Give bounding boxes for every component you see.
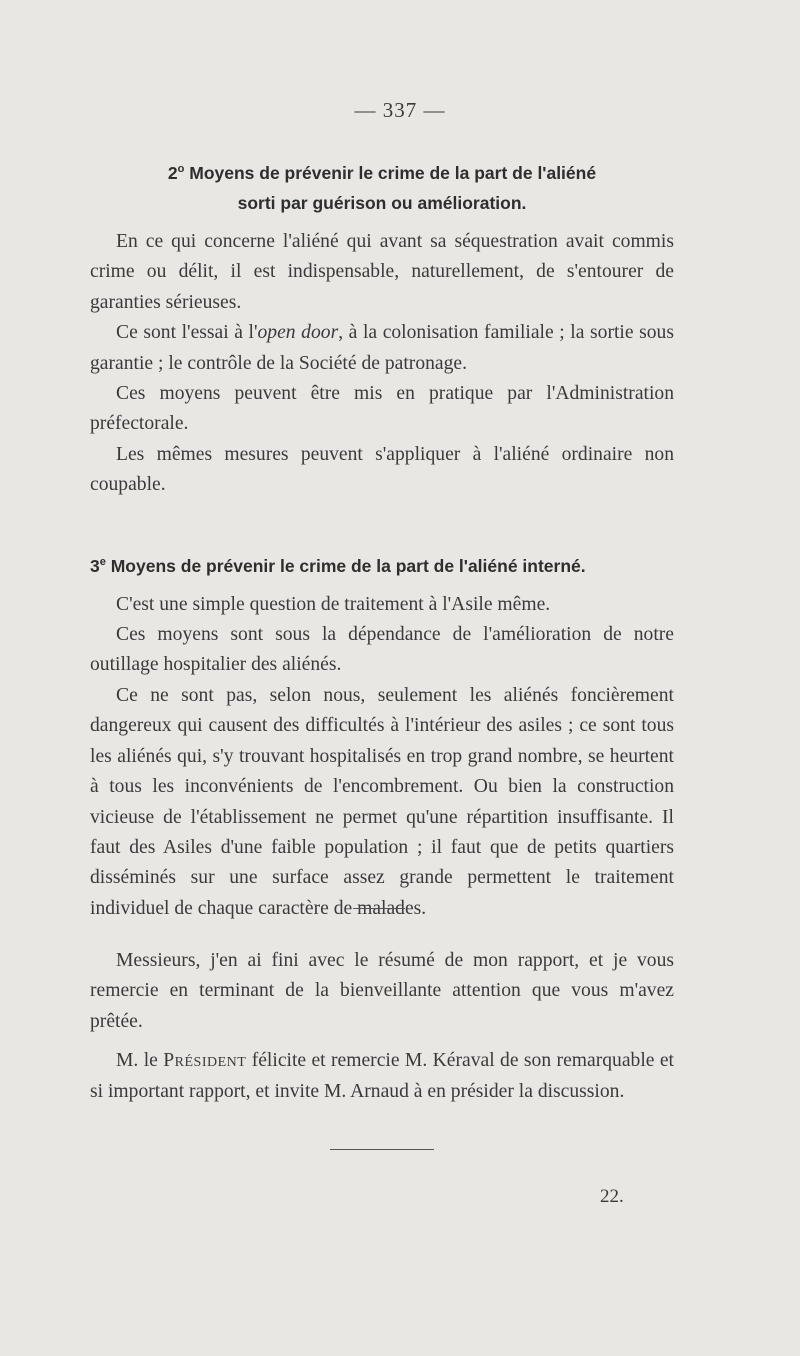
section-2-paragraph-3: Ces moyens peuvent être mis en pratique par l'Administration préfectorale. [90,383,674,435]
section-2-title-line1: Moyens de prévenir le crime de la part de l'aliéné [189,163,597,183]
closing-p2-before: M. le [116,1050,164,1072]
section-2-paragraph-2 [90,318,674,379]
closing-paragraph-1: Messieurs, j'en ai fini avec le résumé de mon rapport, et je vous remercie en terminant de la bienveillante attention que vous m'avez prêtée. [90,950,674,1032]
closing-p2-after: félicite et remercie M. Kéraval de son remarquable et si important rapport, et invite M. Arnaud à en présider la discussion. [90,1050,674,1102]
section-3-number: 3 [90,555,100,576]
closing-paragraph-2 [90,1046,674,1107]
separator-rule-long [330,1149,434,1150]
closing-text [90,946,674,1107]
signature-mark: 22. [600,1186,624,1207]
section-2-heading [90,158,674,218]
section-2-p2-italic: open door [257,322,339,344]
section-3-heading [90,551,674,581]
section-2-p2-before: Ce sont l'essai à l' [116,322,258,344]
section-3-ordinal-mark: e [99,555,106,568]
closing-p2-smallcaps: Président [163,1050,247,1072]
section-2-paragraph-4: Les mêmes mesures peuvent s'appliquer à l'aliéné ordinaire non coupable. [90,443,674,496]
main-text [90,158,674,924]
section-2-paragraph-1: En ce qui concerne l'aliéné qui avant sa séquestration avait commis crime ou délit, il est indispensable, naturellement, de s'entourer de garanties sérieuses. [90,231,674,313]
section-2-ordinal-mark: o [177,163,185,176]
section-3-paragraph-3: Ce ne sont pas, selon nous, seulement les aliénés foncièrement dangereux qui causent des difficultés à l'intérieur des asiles ; ce sont tous les aliénés qui, s'y trouvant hospitalisés en trop grand nombre, se heurtent à tous les inconvénients de l'encombrement. Ou bien la construction vicieuse de l'établissement ne permet qu'une répartition insuffisante. Il faut des Asiles d'une faible population ; il faut que de petits quartiers disséminés sur une surface assez grande permettent le traitement individuel de chaque caractère de malades. [90,684,674,919]
section-2-number: 2 [167,163,178,183]
section-3-paragraph-2: Ces moyens sont sous la dépendance de l'amélioration de notre outillage hospitalier des aliénés. [90,624,674,676]
section-2-p2-after: , à la colonisation familiale ; la sortie sous garantie ; le contrôle de la Société de patronage. [90,322,674,374]
section-3-paragraph-1: C'est une simple question de traitement à l'Asile même. [116,593,551,615]
separator-rule-short [353,908,405,909]
page-number: — 337 — [354,98,446,122]
section-3-title: Moyens de prévenir le crime de la part de l'aliéné interné. [110,555,586,576]
section-2-title-line2: sorti par guérison ou amélioration. [237,193,527,213]
